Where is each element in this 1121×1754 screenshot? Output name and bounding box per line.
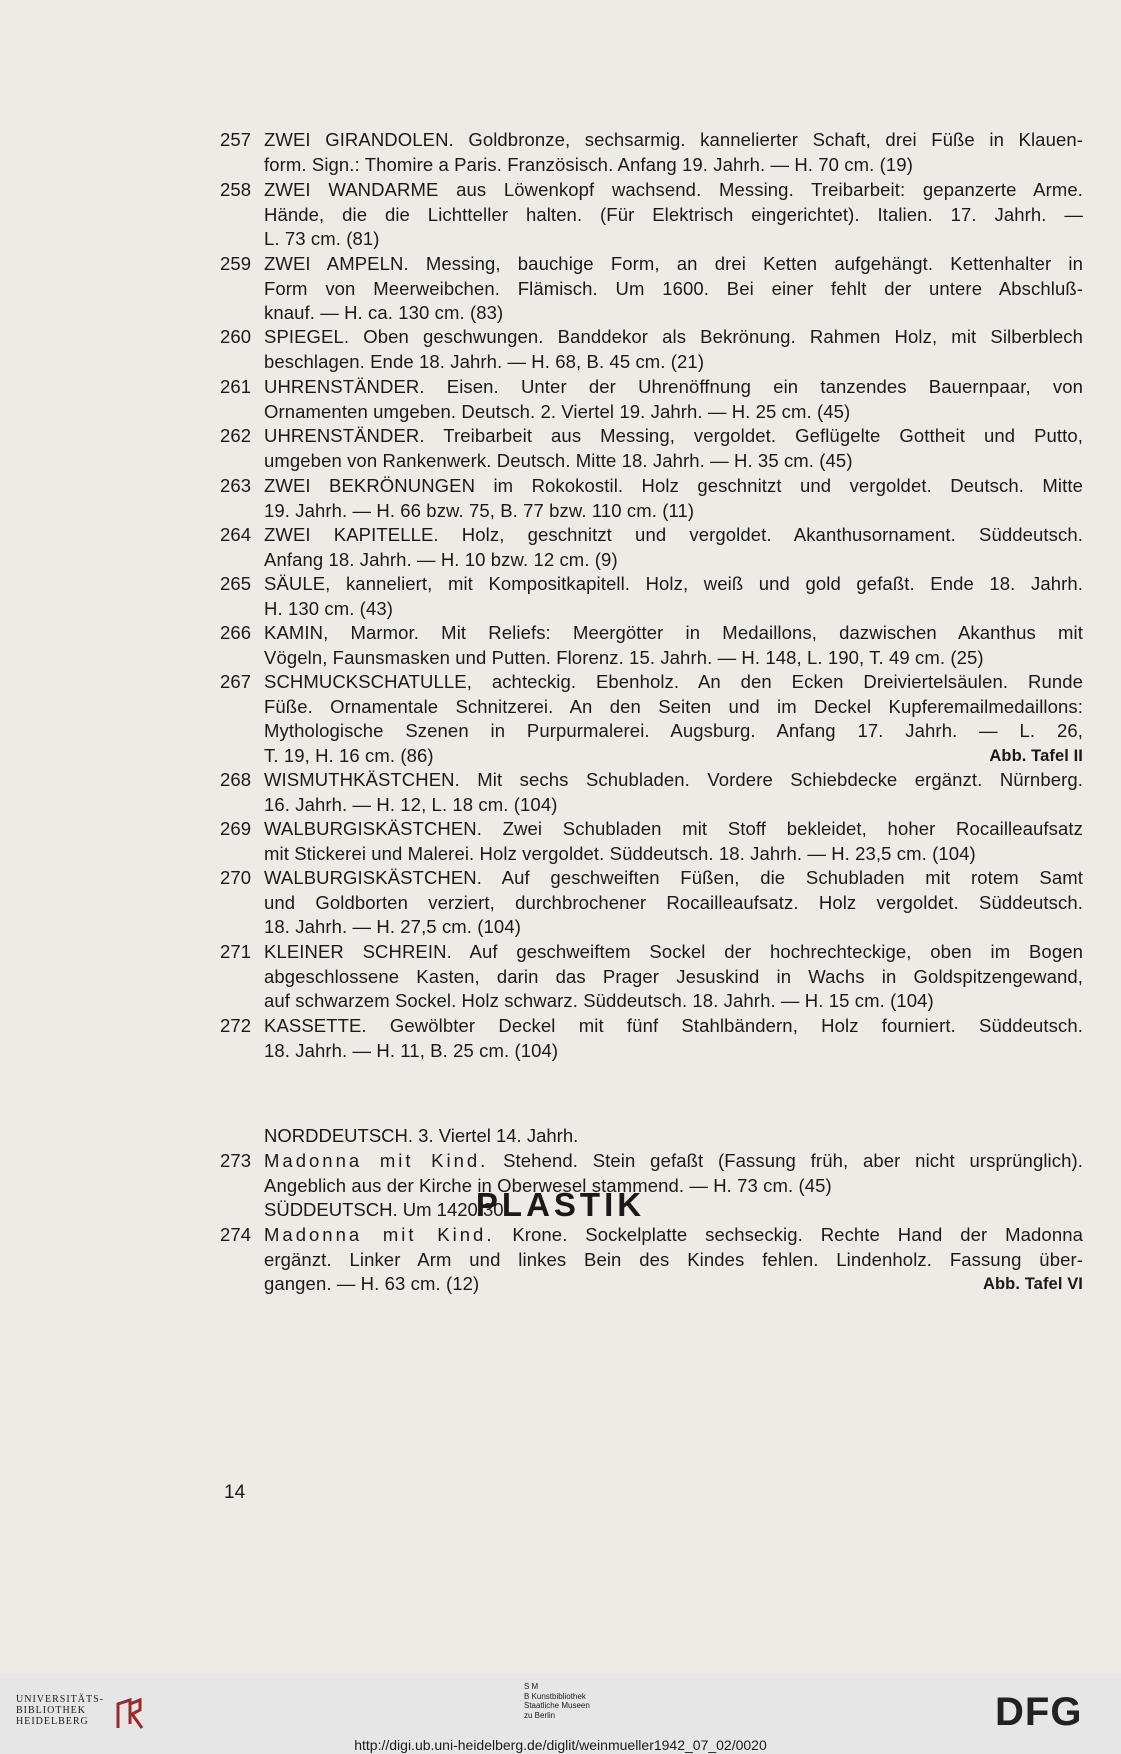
catalog-entry-259 <box>220 252 1083 326</box>
catalog-entry-274: 274 Madonna mit Kind. Krone. Sockelplatte sechseckig. Rechte Hand der Madonna ergänzt. Linker Arm und linkes Bein des Kindes fehlen. Lindenholz. Fassung über- gangen. — H. 63 cm. (12) Abb. Tafel VI <box>220 1223 1083 1297</box>
entry-number: 259 <box>220 253 252 274</box>
entry-text-line: UHRENSTÄNDER. Eisen. Unter der Uhrenöffnung ein tanzendes Bauernpaar, von <box>264 376 1083 397</box>
entry-text-line: KASSETTE. Gewölbter Deckel mit fünf Stahlbändern, Holz fourniert. Süddeutsch. <box>264 1015 1083 1036</box>
entry-text-line: SPIEGEL. Oben geschwungen. Banddekor als Bekrönung. Rahmen Holz, mit Silberblech <box>264 326 1083 347</box>
subheading-norddeutsch: NORDDEUTSCH. 3. Viertel 14. Jahrh. <box>264 1125 579 1146</box>
entry-text-line: knauf. — H. ca. 130 cm. (83) <box>264 302 504 323</box>
subheading-sueddeutsch: SÜDDEUTSCH. Um 1420/30. <box>264 1199 509 1220</box>
catalog-entry-265 <box>220 572 1083 621</box>
entry-number: 265 <box>220 573 252 594</box>
entry-text-line: auf schwarzem Sockel. Holz schwarz. Süddeutsch. 18. Jahrh. — H. 15 cm. (104) <box>264 990 934 1011</box>
entry-text-line: ZWEI WANDARME aus Löwenkopf wachsend. Messing. Treibarbeit: gepanzerte Arme. <box>264 179 1083 200</box>
entry-title: Madonna mit Kind. <box>264 1150 489 1171</box>
entry-number: 273 <box>220 1150 252 1171</box>
catalog-entry-262 <box>220 424 1083 473</box>
entry-text-line: ZWEI AMPELN. Messing, bauchige Form, an drei Ketten aufgehängt. Kettenhalter in <box>264 253 1083 274</box>
entry-text-line: 18. Jahrh. — H. 27,5 cm. (104) <box>264 916 521 937</box>
entry-number: 270 <box>220 867 252 888</box>
entry-text-line: H. 130 cm. (43) <box>264 597 393 619</box>
entry-text-line: Vögeln, Faunsmasken und Putten. Florenz. 15. Jahrh. — H. 148, L. 190, T. 49 cm. (25) <box>264 646 984 668</box>
entry-text-line: KLEINER SCHREIN. Auf geschweiftem Sockel der hochrechteckige, oben im Bogen <box>264 941 1083 962</box>
museum-logo[interactable]: S M B Kunstbibliothek Staatliche Museen zu Berlin <box>524 1682 590 1720</box>
entry-text-line: 16. Jahrh. — H. 12, L. 18 cm. (104) <box>264 793 558 815</box>
entry-text-line: Form von Meerweibchen. Flämisch. Um 1600. Bei einer fehlt der untere Abschluß- <box>264 277 1083 299</box>
entry-text-line: 18. Jahrh. — H. 11, B. 25 cm. (104) <box>264 1039 559 1061</box>
entry-number: 264 <box>220 524 252 545</box>
entry-number: 269 <box>220 818 252 839</box>
entry-number: 257 <box>220 129 252 150</box>
catalog-entry-264 <box>220 523 1083 572</box>
catalog-entry-266 <box>220 621 1083 670</box>
entry-number: 261 <box>220 376 252 397</box>
entry-text-line: ZWEI GIRANDOLEN. Goldbronze, sechsarmig. kannelierter Schaft, drei Füße in Klauen- <box>264 129 1083 150</box>
catalog-entry-269 <box>220 817 1083 866</box>
catalog-entry-271 <box>220 940 1083 1014</box>
entry-text-line: L. 73 cm. (81) <box>264 228 380 249</box>
entry-text-line: Füße. Ornamentale Schnitzerei. An den Seiten und im Deckel Kupferemailmedaillons: <box>264 695 1083 717</box>
catalog-entry-261 <box>220 375 1083 424</box>
entry-text-line: Hände, die die Lichtteller halten. (Für Elektrisch eingerichtet). Italien. 17. Jahrh. — <box>264 203 1083 225</box>
entry-text-line: KAMIN, Marmor. Mit Reliefs: Meergötter in Medaillons, dazwischen Akanthus mit <box>264 622 1083 643</box>
entry-number: 262 <box>220 425 252 446</box>
entry-number: 268 <box>220 769 252 790</box>
entry-text-line: UHRENSTÄNDER. Treibarbeit aus Messing, vergoldet. Geflügelte Gottheit und Putto, <box>264 425 1083 446</box>
catalog-entry-270 <box>220 866 1083 940</box>
entry-text-line: T. 19, H. 16 cm. (86) Abb. Tafel II <box>264 744 1083 769</box>
entry-text-line: 19. Jahrh. — H. 66 bzw. 75, B. 77 bzw. 110 cm. (11) <box>264 499 695 521</box>
entry-number: 267 <box>220 671 252 692</box>
dfg-logo[interactable]: DFG <box>995 1690 1083 1734</box>
entry-text-line: Mythologische Szenen in Purpurmalerei. Augsburg. Anfang 17. Jahrh. — L. 26, <box>264 720 1083 741</box>
entry-text-line: form. Sign.: Thomire a Paris. Französisch. Anfang 19. Jahrh. — H. 70 cm. (19) <box>264 153 913 175</box>
section-title: PLASTIK <box>475 1186 646 1223</box>
entry-text-line: Ornamenten umgeben. Deutsch. 2. Viertel 19. Jahrh. — H. 25 cm. (45) <box>264 400 851 422</box>
entry-number: 260 <box>220 326 252 347</box>
entry-number: 272 <box>220 1015 252 1036</box>
entry-text-line: ZWEI BEKRÖNUNGEN im Rokokostil. Holz geschnitzt und vergoldet. Deutsch. Mitte <box>264 475 1083 496</box>
library-emblem-icon <box>112 1696 146 1732</box>
entry-text-line: SCHMUCKSCHATULLE, achteckig. Ebenholz. An den Ecken Dreiviertelsäulen. Runde <box>264 671 1083 692</box>
entry-text-line: und Goldborten verziert, durchbrochener Rocailleaufsatz. Holz vergoldet. Süddeutsch. <box>264 891 1083 913</box>
page-number: 14 <box>224 1482 246 1503</box>
catalog-entry-272 <box>220 1014 1083 1063</box>
entry-number: 266 <box>220 622 252 643</box>
entry-text-line: WALBURGISKÄSTCHEN. Auf geschweiften Füßen, die Schubladen mit rotem Samt <box>264 867 1083 888</box>
entry-number: 263 <box>220 475 252 496</box>
entry-title: Madonna mit Kind. <box>264 1224 495 1245</box>
catalog-entry-257 <box>220 128 1083 177</box>
entry-text-line: WISMUTHKÄSTCHEN. Mit sechs Schubladen. Vordere Schiebdecke ergänzt. Nürnberg. <box>264 769 1083 790</box>
entry-text-line: ZWEI KAPITELLE. Holz, geschnitzt und vergoldet. Akanthusornament. Süddeutsch. <box>264 524 1083 545</box>
entry-text-line: umgeben von Rankenwerk. Deutsch. Mitte 18. Jahrh. — H. 35 cm. (45) <box>264 449 853 471</box>
entry-text-line: mit Stickerei und Malerei. Holz vergoldet. Süddeutsch. 18. Jahrh. — H. 23,5 cm. (104) <box>264 842 976 864</box>
entry-text-line: beschlagen. Ende 18. Jahrh. — H. 68, B. 45 cm. (21) <box>264 350 705 372</box>
plate-reference: Abb. Tafel VI <box>982 1275 1083 1293</box>
catalog-entry-267 <box>220 670 1083 768</box>
catalog-entry-268 <box>220 768 1083 817</box>
entry-number: 271 <box>220 941 252 962</box>
catalog-entry-263 <box>220 474 1083 523</box>
catalog-entry-273: 273 Madonna mit Kind. Stehend. Stein gefaßt (Fassung früh, aber nicht ursprünglich). Angeblich aus der Kirche in Oberwesel stammend. — H. 73 cm. (45) <box>220 1150 1083 1196</box>
catalog-entry-258 <box>220 178 1083 252</box>
entry-text-line: abgeschlossene Kasten, darin das Prager Jesuskind in Wachs in Goldspitzengewand, <box>264 965 1083 987</box>
entry-text-line: WALBURGISKÄSTCHEN. Zwei Schubladen mit Stoff bekleidet, hoher Rocailleaufsatz <box>264 818 1083 839</box>
entry-text-line: Anfang 18. Jahrh. — H. 10 bzw. 12 cm. (9) <box>264 548 618 570</box>
plate-reference: Abb. Tafel II <box>989 746 1083 765</box>
university-library-logo[interactable]: UNIVERSITÄTS- BIBLIOTHEK HEIDELBERG <box>16 1694 146 1727</box>
entry-number: 274 <box>220 1224 252 1245</box>
footer-url-link[interactable]: http://digi.ub.uni-heidelberg.de/diglit/weinmueller1942_07_02/0020 <box>354 1737 767 1753</box>
entry-text-line: SÄULE, kanneliert, mit Kompositkapitell. Holz, weiß und gold gefaßt. Ende 18. Jahrh. <box>264 573 1083 594</box>
entry-number: 258 <box>220 179 252 200</box>
catalog-entry-260 <box>220 325 1083 374</box>
